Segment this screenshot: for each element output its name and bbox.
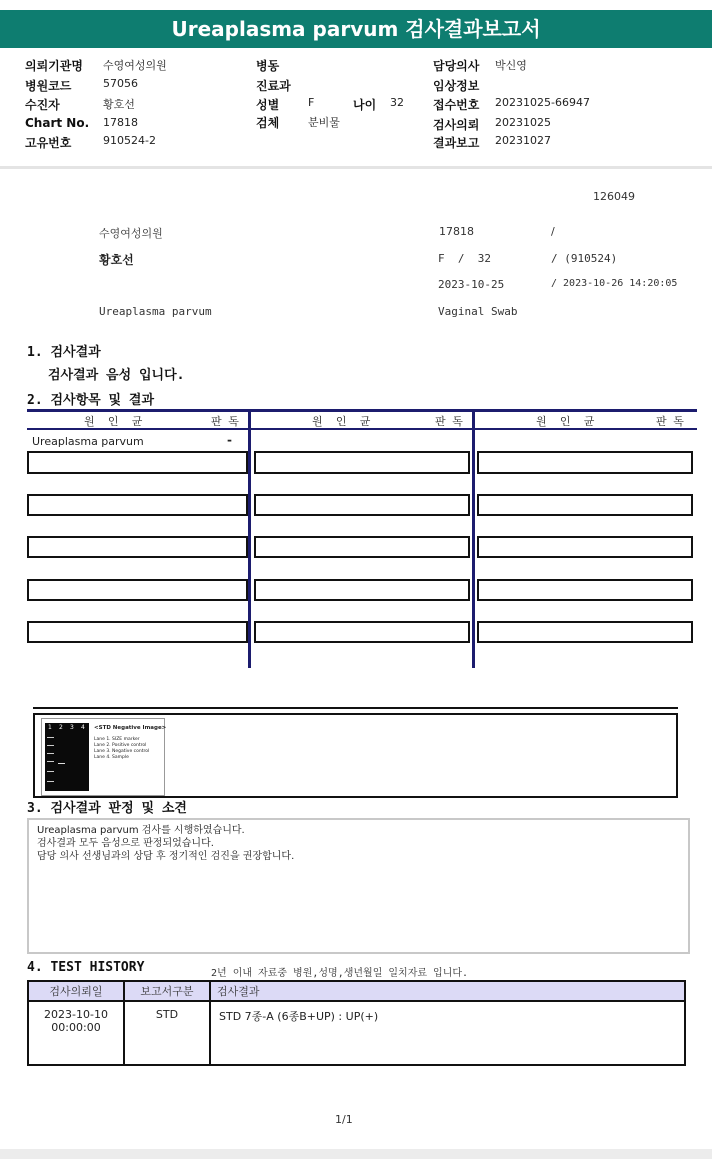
marker-band (47, 737, 54, 738)
label-unique-no: 고유번호 (25, 136, 72, 150)
marker-band (47, 761, 54, 762)
history-header-row (28, 981, 685, 1001)
report-title: Ureaplasma parvum 검사결과보고서 (0, 10, 712, 48)
col-header-judgement-3: 판 독 (656, 415, 684, 428)
result-box (254, 536, 470, 558)
label-doctor: 담당의사 (433, 59, 480, 73)
section3-title: 3. 검사결과 판정 및 소견 (27, 801, 187, 816)
gel-legend-item: Lane 2. Positive control (94, 743, 147, 748)
history-date-cell (28, 1001, 124, 1065)
label-request-date: 검사의뢰 (433, 118, 480, 132)
value-specimen: 분비물 (308, 116, 340, 129)
history-type: STD (124, 1001, 210, 1065)
table-top-rule (27, 409, 697, 412)
findings-line: 검사결과 모두 음성으로 판정되었습니다. (37, 838, 214, 849)
gel-legend-item: Lane 4. Sample (94, 755, 129, 760)
gel-image (41, 718, 165, 796)
summary-hospital: 수영여성의원 (99, 227, 163, 240)
summary-test: Ureaplasma parvum (99, 305, 212, 318)
result-box (27, 621, 248, 643)
col-header-organism-2: 원 인 균 (312, 415, 371, 428)
label-chart-no: Chart No. (25, 116, 90, 130)
section2-title: 2. 검사항목 및 결과 (27, 393, 155, 408)
result-box (27, 494, 248, 516)
result-box (27, 451, 248, 474)
col-header-organism-3: 원 인 균 (536, 415, 595, 428)
findings-line: 담당 의사 선생님과의 상담 후 정기적인 검진을 권장합니다. (37, 851, 295, 862)
findings-box (27, 818, 690, 954)
label-hospital-code: 병원코드 (25, 79, 72, 93)
history-header-date: 검사의뢰일 (28, 981, 124, 1001)
header-divider (0, 166, 712, 169)
value-patient: 황호선 (103, 98, 135, 111)
result-box (477, 451, 693, 474)
positive-control-band (58, 763, 65, 764)
gel-top-rule (33, 707, 678, 709)
marker-band (47, 745, 54, 746)
gel-lanes (45, 723, 89, 791)
label-specimen: 검체 (256, 116, 280, 130)
gel-image-frame (33, 713, 678, 798)
value-chart-no: 17818 (103, 116, 138, 129)
summary-slash: / (551, 225, 555, 238)
result-box (477, 621, 693, 643)
marker-band (47, 753, 54, 754)
label-report-date: 결과보고 (433, 136, 480, 150)
findings-line: Ureaplasma parvum 검사를 시행하였습니다. (37, 825, 245, 836)
label-receipt-no: 접수번호 (433, 98, 480, 112)
report-number: 126049 (593, 190, 635, 203)
section1-title: 1. 검사결과 (27, 345, 101, 360)
history-table (27, 980, 686, 1066)
lane-number: 4 (81, 724, 85, 731)
marker-band (47, 771, 54, 772)
value-age: 32 (390, 96, 404, 109)
col-header-judgement-2: 판 독 (435, 415, 463, 428)
gel-title: <STD Negative Image> (94, 725, 167, 731)
page-bottom-band (0, 1149, 712, 1159)
label-department: 진료과 (256, 79, 291, 93)
result-box (477, 494, 693, 516)
value-doctor: 박신영 (495, 59, 527, 72)
section1-result: 검사결과 음성 입니다. (48, 368, 185, 383)
lane-number: 2 (59, 724, 63, 731)
summary-report-datetime: / 2023-10-26 14:20:05 (551, 278, 678, 289)
result-box (477, 536, 693, 558)
result-box (27, 579, 248, 601)
lane-number: 1 (48, 724, 52, 731)
col-header-organism-1: 원 인 균 (84, 415, 143, 428)
summary-receive-date: 2023-10-25 (438, 278, 505, 291)
history-result: STD 7종-A (6종B+UP) : UP(+) (210, 1001, 685, 1065)
label-clinical-info: 임상정보 (433, 79, 480, 93)
summary-chart: 17818 (439, 225, 474, 238)
value-report-date: 20231027 (495, 134, 551, 147)
label-ward: 병동 (256, 59, 280, 73)
result-judgement: - (227, 433, 232, 447)
col-header-judgement-1: 판 독 (211, 415, 239, 428)
history-date: 2023-10-10 (44, 1008, 108, 1021)
result-box (27, 536, 248, 558)
history-header-type: 보고서구분 (124, 981, 210, 1001)
history-note: 2년 이내 자료중 병원,성명,생년월일 일치자료 입니다. (211, 968, 469, 979)
label-age: 나이 (353, 98, 377, 112)
result-box (254, 494, 470, 516)
result-box (477, 579, 693, 601)
section4-title: 4. TEST HISTORY (27, 960, 145, 975)
value-hospital: 수영여성의원 (103, 59, 167, 72)
table-row (28, 1001, 685, 1065)
page-number: 1/1 (335, 1113, 353, 1126)
value-request-date: 20231025 (495, 116, 551, 129)
history-time: 00:00:00 (51, 1021, 101, 1034)
history-header-result: 검사결과 (210, 981, 685, 1001)
result-box (254, 621, 470, 643)
value-receipt-no: 20231025-66947 (495, 96, 590, 109)
value-hospital-code: 57056 (103, 77, 138, 90)
gel-legend-item: Lane 1. SIZE marker (94, 737, 140, 742)
table-col-divider-2 (472, 409, 475, 668)
value-sex: F (308, 96, 315, 109)
summary-sex-age: F / 32 (438, 252, 491, 265)
result-box (254, 579, 470, 601)
summary-specimen: Vaginal Swab (438, 305, 518, 318)
value-unique-no: 910524-2 (103, 134, 156, 147)
summary-patient: 황호선 (99, 253, 134, 267)
summary-birth: / (910524) (551, 252, 618, 265)
marker-band (47, 781, 54, 782)
lane-number: 3 (70, 724, 74, 731)
label-hospital: 의뢰기관명 (25, 59, 83, 73)
result-box (254, 451, 470, 474)
table-col-divider-1 (248, 409, 251, 668)
gel-legend-item: Lane 3. Negative control (94, 749, 150, 754)
label-patient: 수진자 (25, 98, 60, 112)
label-sex: 성별 (256, 98, 280, 112)
result-organism: Ureaplasma parvum (32, 435, 144, 448)
